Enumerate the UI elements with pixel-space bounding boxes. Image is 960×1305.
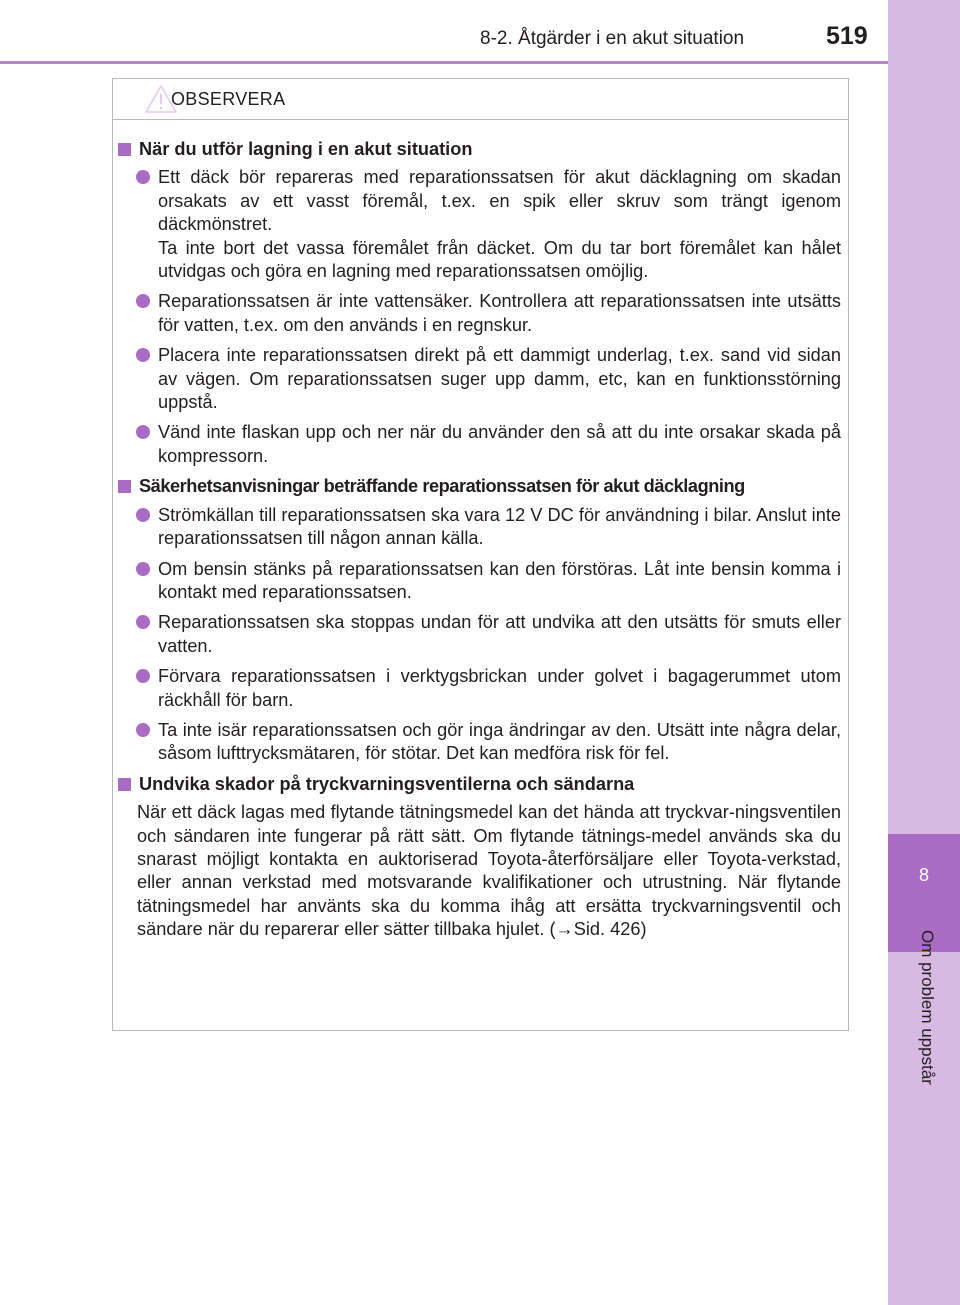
- list-item: Strömkällan till reparationssatsen ska vara 12 V DC för användning i bilar. Anslut inte reparationssatsen till någon annan källa.: [118, 504, 841, 551]
- list-item: Reparationssatsen är inte vattensäker. Kontrollera att reparationssatsen inte utsätts för vatten, t.ex. om den används i en regnskur.: [118, 290, 841, 337]
- list-item: Reparationssatsen ska stoppas undan för att undvika att den utsätts för smuts eller vatten.: [118, 611, 841, 658]
- list-item: Förvara reparationssatsen i verktygsbrickan under golvet i bagagerummet utom räckhåll för barn.: [118, 665, 841, 712]
- list-item: Placera inte reparationssatsen direkt på ett dammigt underlag, t.ex. sand vid sidan av vägen. Om reparationssatsen suger upp damm, etc, kan en funktionsstörning uppstå.: [118, 344, 841, 414]
- chapter-title-vertical: [888, 930, 960, 1150]
- round-bullet-icon: [136, 170, 150, 184]
- list-item: Vänd inte flaskan upp och ner när du använder den så att du inte orsakar skada på kompressorn.: [118, 421, 841, 468]
- list-item: Om bensin stänks på reparationssatsen kan den förstöras. Låt inte bensin komma i kontakt med reparationssatsen.: [118, 558, 841, 605]
- section-heading: När du utför lagning i en akut situation: [118, 138, 841, 161]
- notice-content: [118, 138, 841, 942]
- round-bullet-icon: [136, 425, 150, 439]
- notice-label: OBSERVERA: [171, 89, 286, 109]
- caution-notice-box: [112, 78, 849, 1031]
- section-paragraph: När ett däck lagas med flytande tätningsmedel kan det hända att tryckvar-ningsventilen och sändaren inte fungerar på rätt sätt. Om flytande tätnings-medel används ska du snarast möjligt kontakta en auktoriserad Toyota-återförsäljare eller Toyota-verkstad, eller annan verkstad med motsvarande kvalifikationer och utrustning. När flytande tätningsmedel har använts ska du komma ihåg att ersätta tryckvarningsventil och sändare när du reparerar eller sätter tillbaka hjulet. (→Sid. 426): [137, 802, 841, 940]
- section-heading: Undvika skador på tryckvarningsventilerna och sändarna: [118, 773, 841, 796]
- square-bullet-icon: [118, 778, 131, 791]
- round-bullet-icon: [136, 669, 150, 683]
- round-bullet-icon: [136, 348, 150, 362]
- section-title: 8-2. Åtgärder i en akut situation: [480, 28, 745, 49]
- chapter-number: 8: [918, 865, 929, 885]
- round-bullet-icon: [136, 562, 150, 576]
- round-bullet-icon: [136, 508, 150, 522]
- round-bullet-icon: [136, 723, 150, 737]
- list-item: Ta inte isär reparationssatsen och gör inga ändringar av den. Utsätt inte några delar, såsom lufttrycksmätaren, för stötar. Det kan medföra risk för fel.: [118, 719, 841, 766]
- round-bullet-icon: [136, 615, 150, 629]
- round-bullet-icon: [136, 294, 150, 308]
- section-heading: Säkerhetsanvisningar beträffande reparationssatsen för akut däcklagning: [118, 475, 841, 498]
- header-divider: [0, 61, 888, 64]
- square-bullet-icon: [118, 143, 131, 156]
- notice-header: [113, 79, 848, 120]
- list-item: Ett däck bör repareras med reparationssatsen för akut däcklagning om skadan orsakats av ett vasst föremål, t.ex. en spik eller skruv som trängt igenom däckmönstret. Ta inte bort det vassa föremålet från däcket. Om du tar bort föremålet kan hålet utvidgas och göra en lagning med reparationssatsen omöjlig.: [118, 166, 841, 283]
- page-number: 519: [826, 22, 868, 50]
- square-bullet-icon: [118, 480, 131, 493]
- chapter-title: Om problem uppstår: [918, 930, 937, 1085]
